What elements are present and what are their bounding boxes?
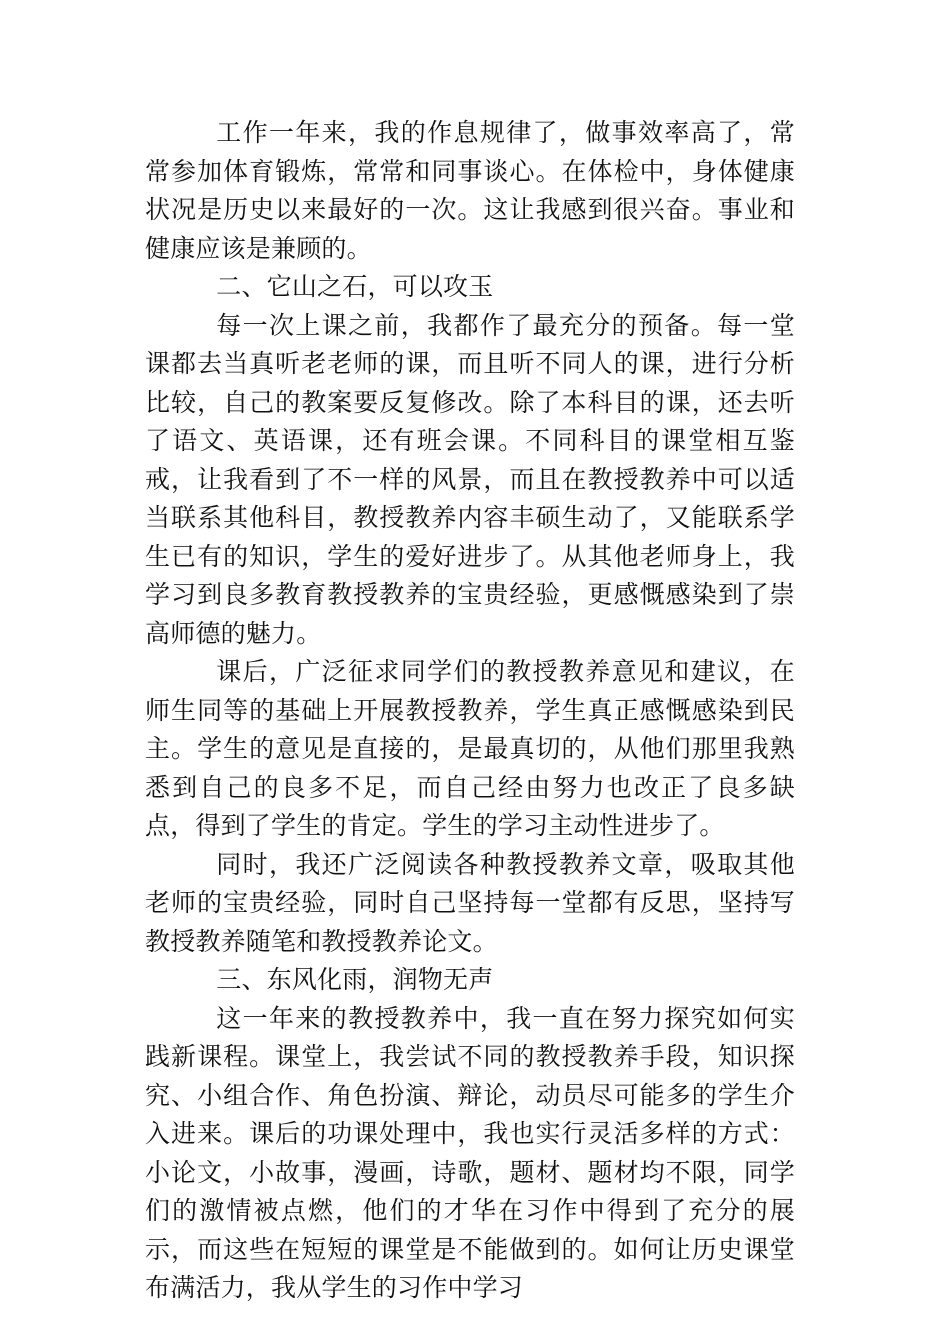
paragraph-preparation: 每一次上课之前，我都作了最充分的预备。每一堂课都去当真听老老师的课，而且听不同人的课，进行分析比较，自己的教案要反复修改。除了本科目的课，还去听了语文、英语课，还有班会课。不同科目的课堂相互鉴戒，让我看到了不一样的风景，而且在教授教养中可以适当联系其他科目，教授教养内容丰硕生动了，又能联系学生已有的知识，学生的爱好进步了。从其他老师身上，我学习到良多教育教授教养的宝贵经验，更感慨感染到了崇高师德的魅力。 <box>145 310 795 648</box>
paragraph-feedback: 课后，广泛征求同学们的教授教养意见和建议，在师生同等的基础上开展教授教养，学生真正感慨感染到民主。学生的意见是直接的，是最真切的，从他们那里我熟悉到自己的良多不足，而自己经由努力也改正了良多缺点，得到了学生的肯定。学生的学习主动性进步了。 <box>145 657 795 840</box>
document-page <box>145 114 795 1308</box>
paragraph-reading: 同时，我还广泛阅读各种教授教养文章，吸取其他老师的宝贵经验，同时自己坚持每一堂都有反思，坚持写教授教养随笔和教授教养论文。 <box>145 849 795 956</box>
paragraph-health: 工作一年来，我的作息规律了，做事效率高了，常常参加体育锻炼，常常和同事谈心。在体检中，身体健康状况是历史以来最好的一次。这让我感到很兴奋。事业和健康应该是兼顾的。 <box>145 118 795 263</box>
section-heading-3: 三、东风化雨，润物无声 <box>216 965 494 994</box>
section-heading-2: 二、它山之石，可以攻玉 <box>216 272 494 301</box>
paragraph-new-curriculum: 这一年来的教授教养中，我一直在努力探究如何实践新课程。课堂上，我尝试不同的教授教养手段，知识探究、小组合作、角色扮演、辩论，动员尽可能多的学生介入进来。课后的功课处理中，我也实行灵活多样的方式：小论文，小故事，漫画，诗歌，题材、题材均不限，同学们的激情被点燃，他们的才华在习作中得到了充分的展示，而这些在短短的课堂是不能做到的。如何让历史课堂布满活力，我从学生的习作中学习 <box>145 1003 795 1302</box>
